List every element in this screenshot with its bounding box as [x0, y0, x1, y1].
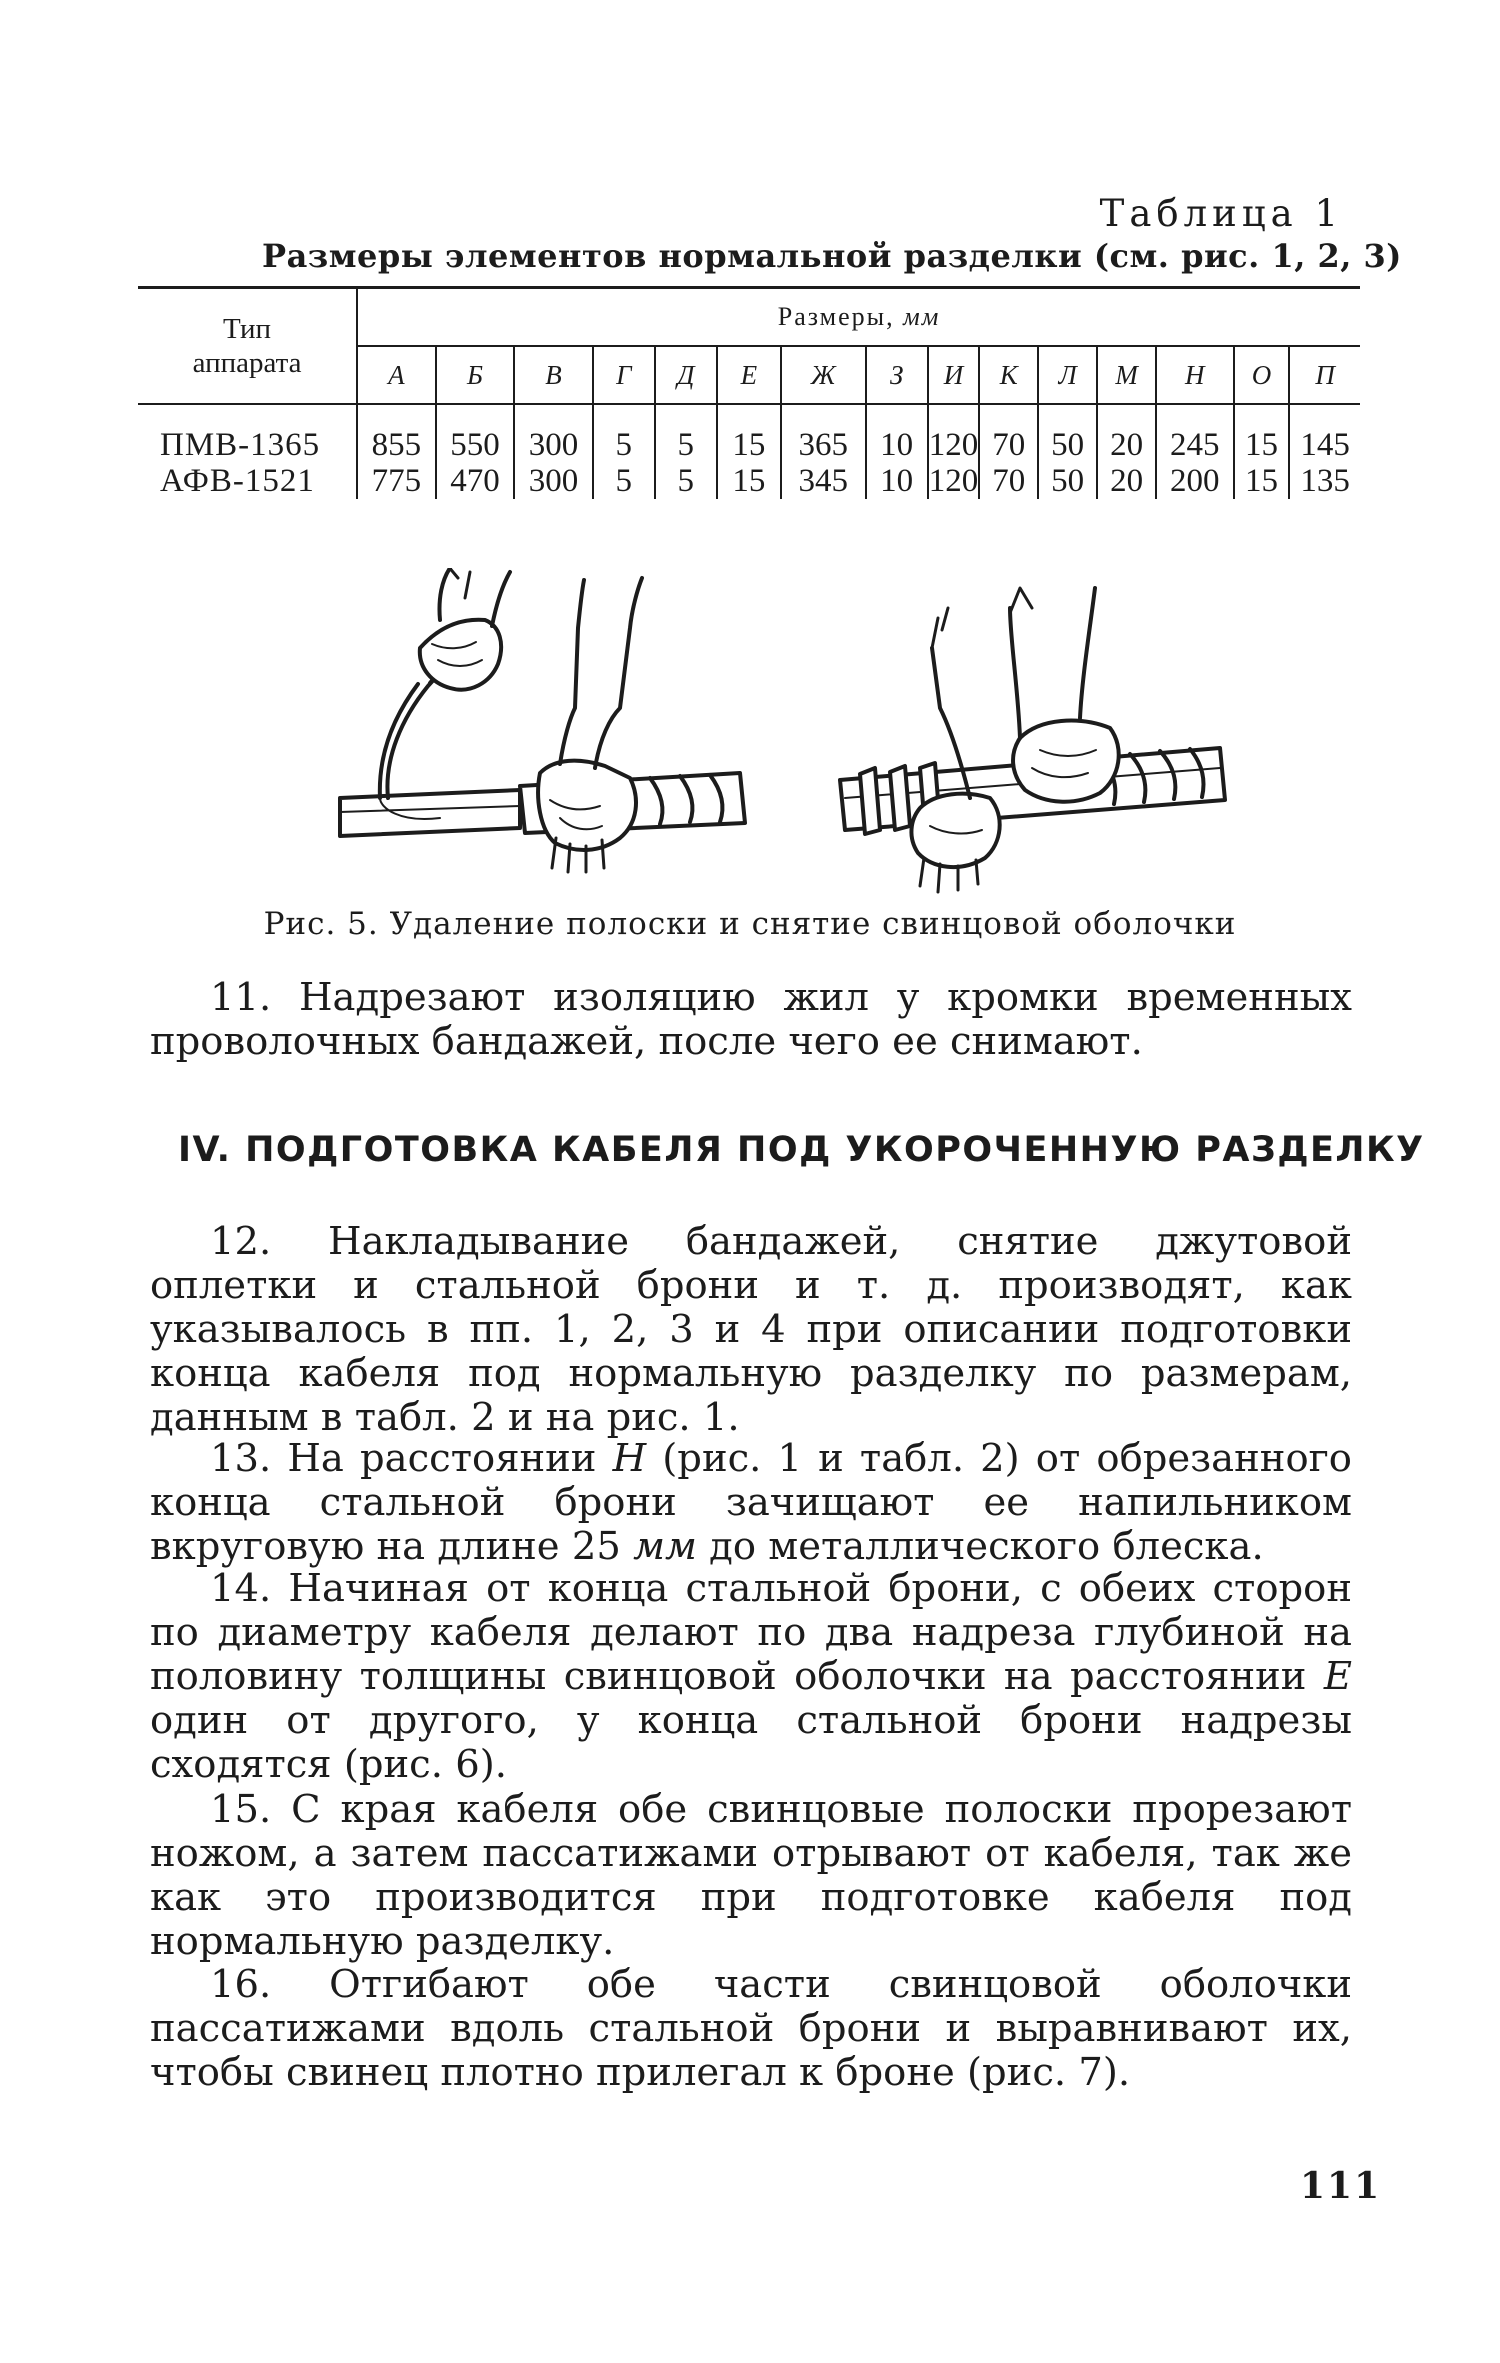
dimensions-table	[138, 286, 1360, 499]
right-scene-drawing	[840, 588, 1225, 892]
column-header-letter: Ж	[781, 346, 866, 404]
paragraph-14	[150, 1567, 1352, 1787]
dimension-value-cell: 20	[1097, 463, 1156, 499]
dimension-value-cell: 120	[928, 404, 980, 463]
column-header-letter: З	[866, 346, 928, 404]
sizes-header-label: Размеры,	[777, 302, 895, 331]
column-header-letter: Д	[655, 346, 717, 404]
sizes-header-unit: мм	[903, 302, 941, 331]
dimension-value-cell: 365	[781, 404, 866, 463]
column-header-letter: В	[514, 346, 593, 404]
column-header-letter: О	[1234, 346, 1290, 404]
table-row	[138, 463, 1360, 499]
column-header-letter: К	[979, 346, 1038, 404]
dimension-value-cell: 5	[593, 463, 655, 499]
dimension-value-cell: 15	[717, 404, 781, 463]
dimension-value-cell: 550	[436, 404, 515, 463]
dimension-value-cell: 15	[1234, 463, 1290, 499]
dimension-value-cell: 145	[1300, 427, 1350, 463]
type-header-line2: аппарата	[192, 347, 302, 379]
dimension-value-cell: 300	[514, 404, 593, 463]
dimension-value-cell: 120	[928, 463, 979, 499]
dimension-value-cell: 245	[1156, 404, 1234, 463]
page-number: 111	[1300, 2165, 1382, 2207]
table-body	[138, 404, 1360, 499]
dimension-value-cell: 300	[514, 463, 593, 499]
dimension-value-cell: 20	[1097, 404, 1156, 463]
paragraph-16: 16. Отгибают обе части свинцовой оболочки пассатижами вдоль стальной брони и выравнивают их, чтобы свинец плотно прилегал к броне (рис. 7).	[150, 1962, 1352, 2095]
p14-var-e: Е	[1323, 1654, 1352, 1699]
sizes-column-header	[357, 288, 1360, 347]
table-row	[138, 404, 1360, 463]
column-header-letter: Е	[717, 346, 781, 404]
column-header-letter: А	[357, 346, 436, 404]
dimension-value-cell: 775	[357, 463, 436, 499]
dimension-value-cell: 470	[436, 463, 515, 499]
column-header-letter: Б	[436, 346, 515, 404]
dimension-value-cell: 15	[1234, 404, 1290, 463]
p13-part-c: до металлического блеска.	[696, 1524, 1264, 1569]
p14-part-b: один от другого, у конца стальной брони надрезы сходятся (рис. 6).	[150, 1698, 1352, 1787]
dimension-value-cell: 135	[1300, 463, 1350, 499]
apparatus-type-cell: АФВ-1521	[138, 463, 357, 499]
p14-part-a: 14. Начиная от конца стальной брони, с обеих сторон по диаметру кабеля делают по два надреза глубиной на половину толщины свинцовой оболочки на расстоянии	[150, 1566, 1352, 1699]
dimension-value-cell: 70	[979, 463, 1038, 499]
column-header-letter: И	[928, 346, 980, 404]
dimension-value-cell: 5	[655, 404, 717, 463]
paragraph-12: 12. Накладывание бандажей, снятие джутовой оплетки и стальной брони и т. д. производят, как указывалось в пп. 1, 2, 3 и 4 при описании подготовки конца кабеля под нормальную разделку по размерам, данным в табл. 2 и на рис. 1.	[150, 1219, 1352, 1440]
table-title: Размеры элементов нормальной разделки (см. рис. 1, 2, 3)	[262, 237, 1402, 275]
section-heading: IV. ПОДГОТОВКА КАБЕЛЯ ПОД УКОРОЧЕННУЮ РАЗДЕЛКУ	[178, 1130, 1425, 1170]
p13-var-h: Н	[612, 1436, 647, 1481]
dimension-value-cell: 5	[593, 404, 655, 463]
apparatus-type-cell: ПМВ-1365	[138, 404, 357, 463]
paragraph-13	[150, 1437, 1352, 1569]
column-header-letter: П	[1289, 346, 1360, 404]
dimension-value-cell: 50	[1038, 404, 1097, 463]
paragraph-15: 15. С края кабеля обе свинцовые полоски прорезают ножом, а затем пассатижами отрывают от кабеля, так же как это производится при подготовке кабеля под нормальную разделку.	[150, 1787, 1352, 1964]
dimension-value-cell: 10	[866, 404, 928, 463]
dimension-value-cell: 345	[781, 463, 866, 499]
type-header-line1: Тип	[223, 313, 272, 345]
column-header-letter: Л	[1038, 346, 1097, 404]
dimension-value-cell: 200	[1156, 463, 1234, 499]
dimension-value-cell: 15	[717, 463, 781, 499]
dimension-value-cell: 855	[357, 404, 436, 463]
figure-caption: Рис. 5. Удаление полоски и снятие свинцовой оболочки	[263, 906, 1237, 942]
dimension-value-cell: 5	[655, 463, 717, 499]
dimension-value-cell: 50	[1038, 463, 1097, 499]
dimension-value-cell: 70	[979, 404, 1038, 463]
p13-part-a: 13. На расстоянии	[210, 1436, 613, 1481]
left-scene-drawing	[340, 568, 745, 872]
figure-cable-work-illustration	[320, 568, 1260, 898]
paragraph-11: 11. Надрезают изоляцию жил у кромки временных проволочных бандажей, после чего ее снимают.	[150, 975, 1352, 1064]
table-label: Таблица 1	[1099, 192, 1343, 235]
column-header-letter: Г	[593, 346, 655, 404]
p13-part-b: (рис. 1 и табл. 2) от обрезанного конца стальной брони зачищают ее напильником вкруговую на длине 25	[150, 1436, 1352, 1569]
type-column-header	[138, 288, 357, 405]
column-header-letter: М	[1097, 346, 1156, 404]
dimension-value-cell: 10	[866, 463, 928, 499]
p13-unit-mm: мм	[633, 1524, 697, 1569]
column-header-letter: Н	[1156, 346, 1234, 404]
